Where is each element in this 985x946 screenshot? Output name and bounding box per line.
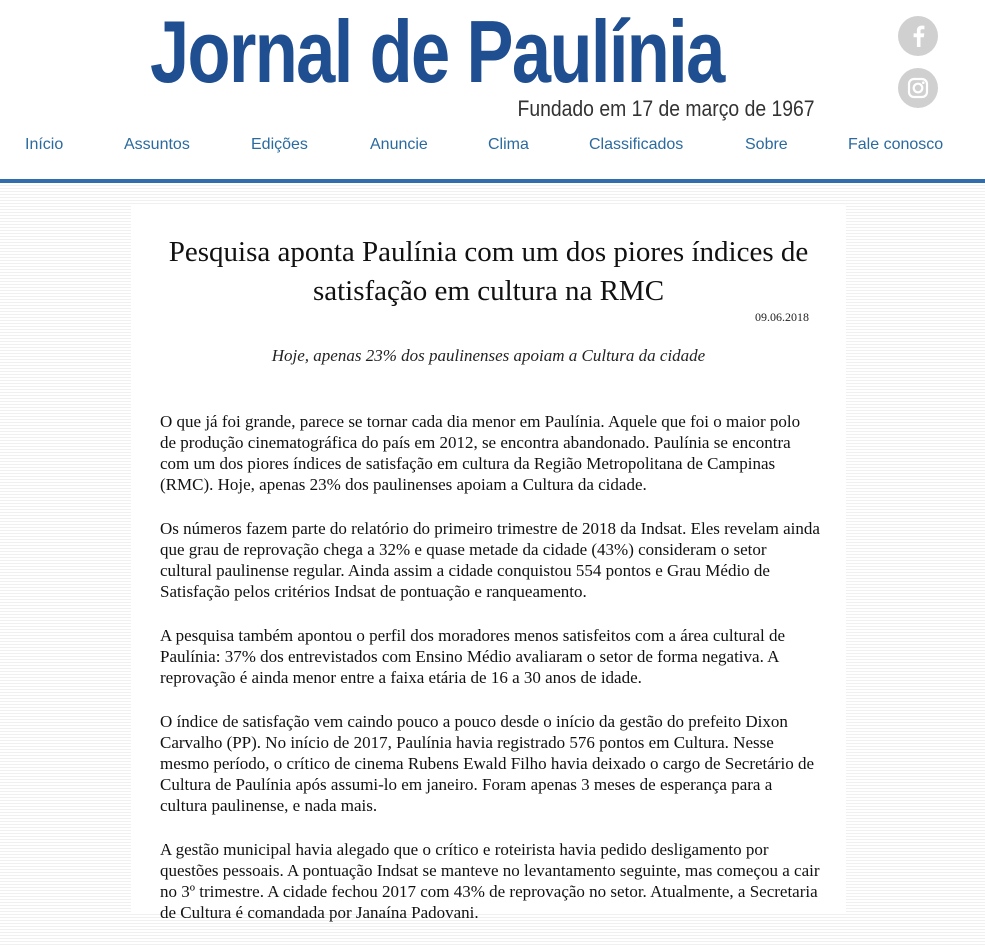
nav-item-inicio[interactable]: Início	[25, 136, 64, 153]
article-paragraph: A gestão municipal havia alegado que o crítico e roteirista havia pedido desligamento por questões pessoais. A pontuação Indsat se manteve no levantamento seguinte, mas começou a cair no 3º trimestre. A cidade fechou 2017 com 43% de reprovação no setor. Atualmente, a Secretaria de Cultura é comandada por Janaína Padovani.	[160, 840, 820, 922]
article-subtitle: Hoje, apenas 23% dos paulinenses apoiam a Cultura da cidade	[271, 346, 706, 365]
nav-item-assuntos[interactable]: Assuntos	[124, 136, 190, 153]
nav-item-fale-conosco[interactable]: Fale conosco	[848, 136, 944, 153]
main-nav	[0, 134, 985, 158]
nav-item-sobre[interactable]: Sobre	[745, 136, 788, 153]
article-headline: Pesquisa aponta Paulínia com um dos piores índices de satisfação em cultura na RMC	[168, 236, 809, 307]
site-header	[0, 0, 985, 182]
instagram-icon	[898, 68, 938, 108]
facebook-icon	[898, 16, 938, 56]
nav-item-anuncie[interactable]: Anuncie	[370, 136, 428, 153]
masthead-logo[interactable]: Jornal de Paulínia	[150, 2, 724, 101]
article-paragraph: Os números fazem parte do relatório do primeiro trimestre de 2018 da Indsat. Eles revelam ainda que grau de reprovação chega a 32% e quase metade da cidade (43%) consideram o setor cultural paulinense regular. Ainda assim a cidade conquistou 554 pontos e Grau Médio de Satisfação pelos critérios Indsat de pontuação e ranqueamento.	[160, 519, 820, 601]
nav-item-classificados[interactable]: Classificados	[589, 136, 684, 153]
nav-divider	[0, 179, 985, 183]
article-body	[160, 411, 820, 946]
article-paragraph: O que já foi grande, parece se tornar cada dia menor em Paulínia. Aquele que foi o maior polo de produção cinematográfica do país em 2012, se encontra abandonado. Paulínia se encontra com um dos piores índices de satisfação em cultura da Região Metropolitana de Campinas (RMC). Hoje, apenas 23% dos paulinenses apoiam a Cultura da cidade.	[160, 412, 801, 494]
article-paragraph: O índice de satisfação vem caindo pouco a pouco desde o início da gestão do prefeito Dixon Carvalho (PP). No início de 2017, Paulínia havia registrado 576 pontos em Cultura. Nesse mesmo período, o crítico de cinema Rubens Ewald Filho havia deixado o cargo de Secretário de Cultura de Paulínia após assumi-lo em janeiro. Foram apenas 3 meses de esperança para a cultura paulinense, e nada mais.	[160, 712, 814, 815]
facebook-link[interactable]	[898, 16, 938, 56]
nav-item-clima[interactable]: Clima	[488, 136, 529, 153]
article-date: 09.06.2018	[755, 310, 809, 324]
instagram-link[interactable]	[898, 68, 938, 108]
article	[131, 205, 846, 922]
nav-item-edicoes[interactable]: Edições	[251, 136, 308, 153]
founded-tagline: Fundado em 17 de março de 1967	[517, 96, 815, 121]
article-paragraph: A pesquisa também apontou o perfil dos moradores menos satisfeitos com a área cultural de Paulínia: 37% dos entrevistados com Ensino Médio avaliaram o setor de forma negativa. A reprovação é ainda menor entre a faixa etária de 16 a 30 anos de idade.	[160, 626, 786, 687]
